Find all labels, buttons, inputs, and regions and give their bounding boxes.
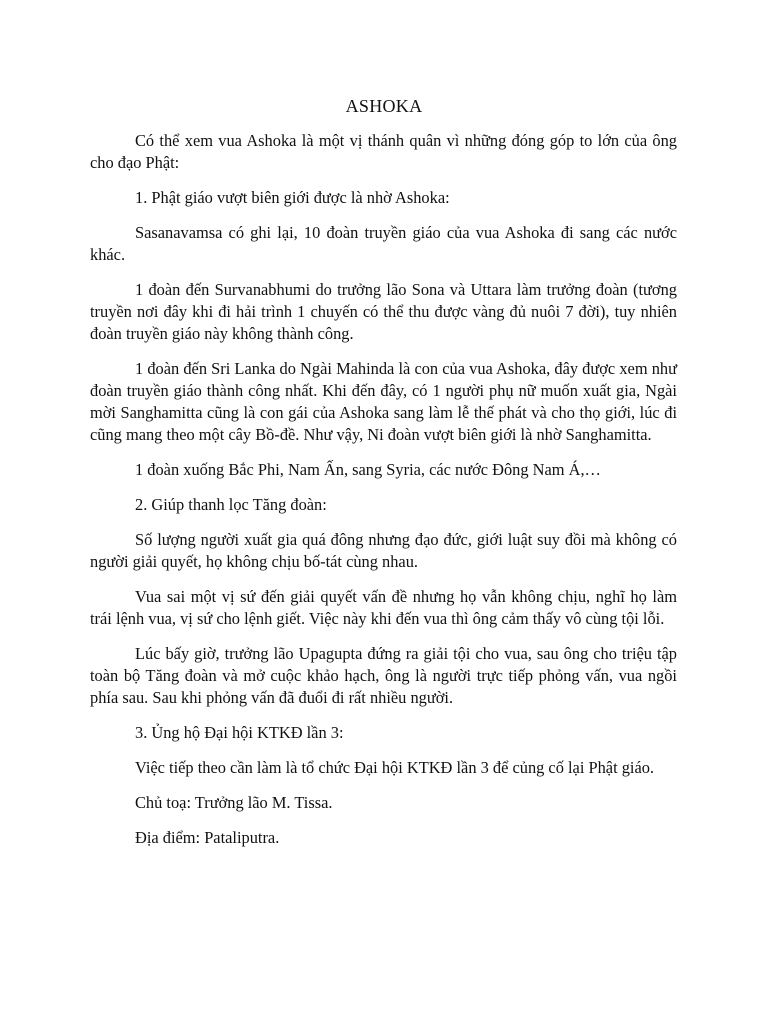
paragraph: Số lượng người xuất gia quá đông nhưng đạo đức, giới luật suy đồi mà không có người giải quyết, họ không chịu bố-tát cùng nhau. [90, 530, 677, 571]
paragraph: Việc tiếp theo cần làm là tổ chức Đại hội KTKĐ lần 3 để củng cố lại Phật giáo. [135, 758, 655, 777]
section-heading-3: 3. Ủng hộ Đại hội KTKĐ lần 3: [135, 723, 344, 742]
paragraph: Lúc bấy giờ, trưởng lão Upagupta đứng ra giải tội cho vua, sau ông cho triệu tập toàn bộ Tăng đoàn và mở cuộc khảo hạch, ông là người trực tiếp phỏng vấn, vua ngồi phía sau. Sau khi phỏng vấn đã đuổi đi rất nhiều người. [90, 644, 677, 707]
paragraph: Chủ toạ: Trưởng lão M. Tissa. [135, 793, 333, 812]
section-heading-2: 2. Giúp thanh lọc Tăng đoàn: [135, 495, 327, 514]
paragraph: 1 đoàn đến Survanabhumi do trưởng lão Sona và Uttara làm trưởng đoàn (tương truyền nơi đây khi đi hải trình 1 chuyến có thể thu được vàng đủ nuôi 7 đời), tuy nhiên đoàn truyền giáo này không thành công. [90, 280, 677, 343]
paragraph: Sasanavamsa có ghi lại, 10 đoàn truyền giáo của vua Ashoka đi sang các nước khác. [90, 223, 677, 264]
paragraph: Vua sai một vị sứ đến giải quyết vấn đề nhưng họ vẫn không chịu, nghĩ họ làm trái lệnh vua, vị sứ cho lệnh giết. Việc này khi đến vua thì ông cảm thấy vô cùng tội lỗi. [90, 587, 677, 628]
paragraph: Địa điểm: Pataliputra. [135, 828, 280, 847]
section-heading-1: 1. Phật giáo vượt biên giới được là nhờ Ashoka: [135, 188, 450, 207]
paragraph: 1 đoàn đến Sri Lanka do Ngài Mahinda là con của vua Ashoka, đây được xem như đoàn truyền giáo thành công nhất. Khi đến đây, có 1 người phụ nữ muốn xuất gia, Ngài mời Sanghamitta cũng là con gái của Ashoka sang làm lễ thế phát và cho thọ giới, lúc đi cũng mang theo một cây Bồ-đề. Như vậy, Ni đoàn vượt biên giới là nhờ Sanghamitta. [90, 359, 677, 444]
document-body [90, 130, 677, 862]
document-title: ASHOKA [345, 96, 423, 116]
paragraph: 1 đoàn xuống Bắc Phi, Nam Ấn, sang Syria, các nước Đông Nam Á,… [135, 460, 601, 479]
paragraph-intro: Có thể xem vua Ashoka là một vị thánh quân vì những đóng góp to lớn của ông cho đạo Phật: [90, 131, 677, 172]
